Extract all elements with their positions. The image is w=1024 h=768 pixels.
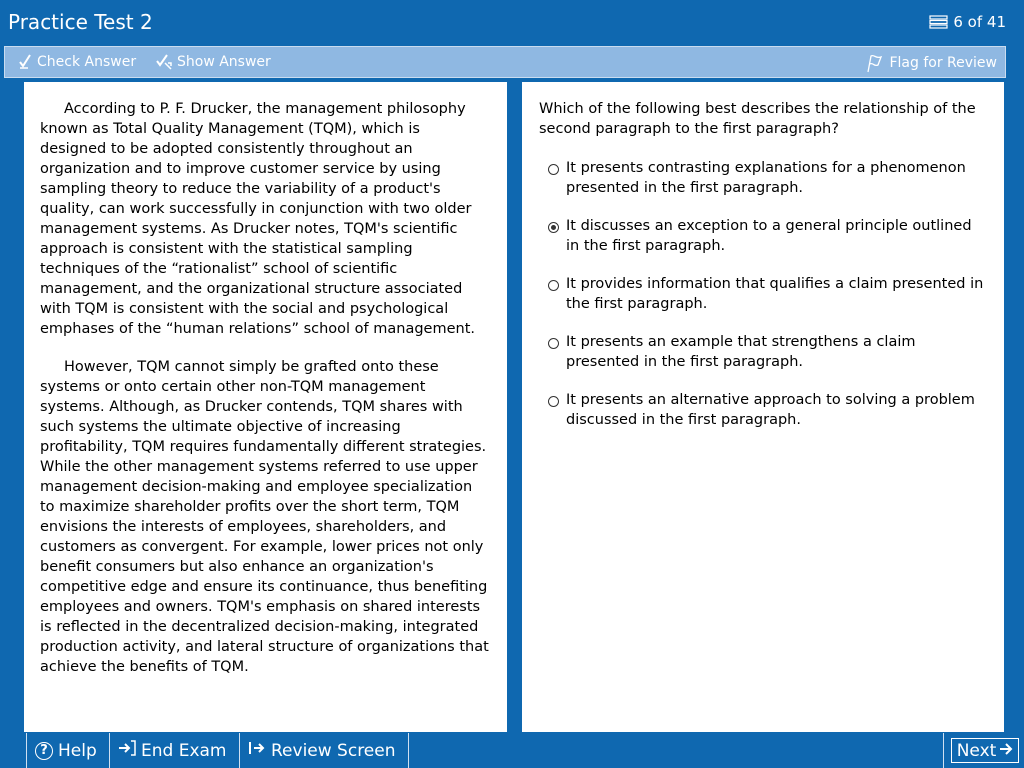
flag-for-review-button[interactable] <box>865 53 997 73</box>
answer-option-c[interactable] <box>546 274 986 332</box>
passage-panel <box>24 82 507 732</box>
check-answer-button[interactable] <box>17 53 136 71</box>
toolbar <box>4 46 1006 78</box>
answer-option-text: It presents contrasting explanations for a phenomenon presented in the first paragraph. <box>566 160 966 196</box>
review-screen-label: Review Screen <box>271 740 396 761</box>
show-answer-label: Show Answer <box>177 54 271 70</box>
answer-option-a[interactable] <box>546 158 986 216</box>
passage-text <box>40 99 490 695</box>
answer-option-b[interactable] <box>546 216 986 274</box>
exam-title: Practice Test 2 <box>8 10 153 34</box>
checkmark-icon <box>17 53 33 71</box>
answer-option-text: It presents an example that strengthens a claim presented in the first paragraph. <box>566 334 916 370</box>
passage-paragraph-2: However, TQM cannot simply be grafted onto these systems or onto certain other non-TQM management systems. Although, as Drucker contends, TQM shares with such systems the ultimate objective of increasing profitability, TQM requires fundamentally different strategies. While the other management systems referred to use upper management decision-making and employee specialization to maximize shareholder profits over the short term, TQM envisions the interests of employees, shareholders, and customers as convergent. For example, lower prices not only benefit consumers but also enhance an organization's competitive edge and ensure its continuance, thus benefiting employees and owners. TQM's emphasis on shared interests is reflected in the decentralized decision-making, integrated production activity, and lateral structure of organizations that achieve the benefits of TQM. <box>40 359 489 675</box>
check-answer-label: Check Answer <box>37 54 137 70</box>
show-answer-button[interactable] <box>155 53 271 71</box>
next-label: Next <box>956 740 997 761</box>
review-screen-button[interactable] <box>239 733 409 768</box>
radio-button-icon[interactable] <box>548 164 559 175</box>
exit-icon <box>118 740 136 761</box>
radio-button-icon[interactable] <box>548 338 559 349</box>
answer-options <box>546 158 986 448</box>
flag-icon <box>865 53 885 73</box>
answer-option-d[interactable] <box>546 332 986 390</box>
question-stem: Which of the following best describes the relationship of the second paragraph to the first paragraph? <box>539 101 976 137</box>
next-button[interactable] <box>951 738 1019 763</box>
answer-option-text: It provides information that qualifies a claim presented in the first paragraph. <box>566 276 984 312</box>
radio-button-selected-icon[interactable] <box>548 222 559 233</box>
radio-button-icon[interactable] <box>548 396 559 407</box>
list-icon <box>929 15 949 29</box>
bottom-bar <box>0 732 1024 768</box>
review-arrow-icon <box>248 740 266 761</box>
answer-option-text: It presents an alternative approach to solving a problem discussed in the first paragraph. <box>566 392 975 428</box>
end-exam-button[interactable] <box>109 733 239 768</box>
answer-option-e[interactable] <box>546 390 986 448</box>
question-counter <box>929 13 1006 31</box>
radio-button-icon[interactable] <box>548 280 559 291</box>
passage-paragraph-1: According to P. F. Drucker, the management philosophy known as Total Quality Management (TQM), which is designed to be adopted consistently throughout an organization and to improve customer service by using sampling theory to reduce the variability of a product's quality, can work successfully in conjunction with two older management systems. As Drucker notes, TQM's scientific approach is consistent with the statistical sampling techniques of the “rationalist” school of scientific management, and the organizational structure associated with TQM is consistent with the social and psychological emphases of the “human relations” school of management. <box>40 101 476 337</box>
help-label: Help <box>58 740 97 761</box>
arrow-right-icon <box>999 741 1013 761</box>
help-button[interactable] <box>26 733 109 768</box>
question-circle-icon: ? <box>35 742 53 760</box>
title-bar <box>0 0 1024 44</box>
reveal-icon <box>155 53 173 71</box>
answer-option-text: It discusses an exception to a general principle outlined in the first paragraph. <box>566 218 972 254</box>
flag-for-review-label: Flag for Review <box>889 55 997 71</box>
end-exam-label: End Exam <box>141 740 227 761</box>
question-progress: 6 of 41 <box>953 13 1006 31</box>
next-button-area <box>943 733 1023 768</box>
question-panel <box>522 82 1004 732</box>
